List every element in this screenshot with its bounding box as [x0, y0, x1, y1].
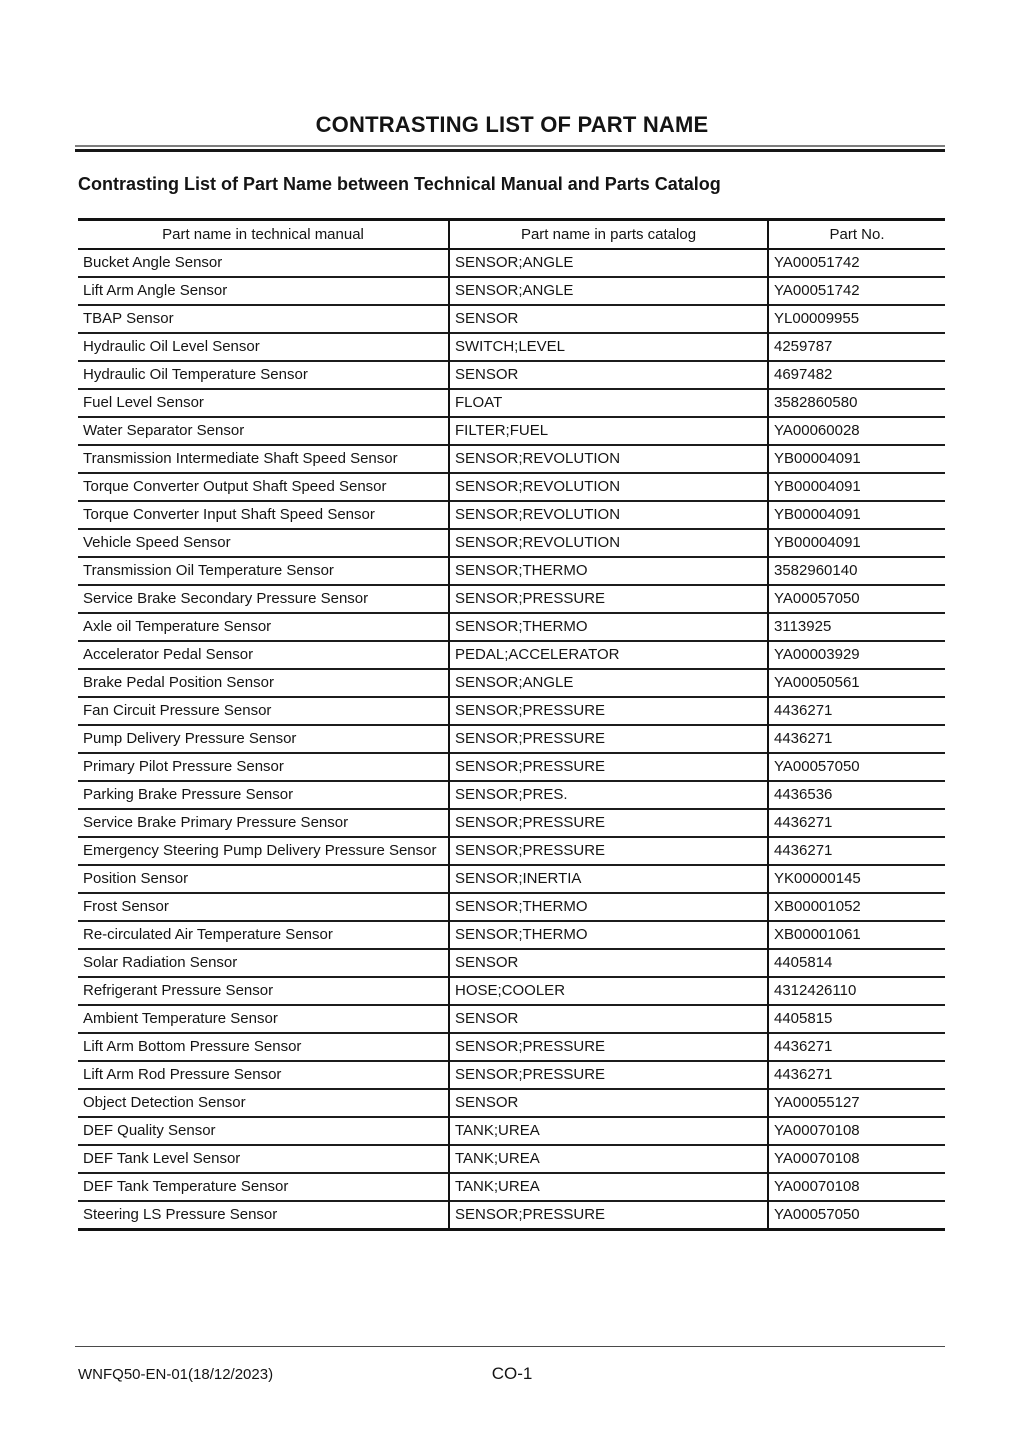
- cell-catalog-name: SENSOR;PRESSURE: [449, 585, 768, 613]
- page-title: CONTRASTING LIST OF PART NAME: [315, 112, 709, 137]
- table-row: [78, 1033, 945, 1061]
- cell-part-no: YA00070108: [768, 1173, 945, 1201]
- table-row: [78, 921, 945, 949]
- cell-part-no: YA00057050: [768, 585, 945, 613]
- cell-technical-name: Refrigerant Pressure Sensor: [78, 977, 449, 1005]
- cell-catalog-name: SENSOR;PRESSURE: [449, 725, 768, 753]
- cell-technical-name: Parking Brake Pressure Sensor: [78, 781, 449, 809]
- cell-catalog-name: SENSOR;REVOLUTION: [449, 473, 768, 501]
- cell-technical-name: TBAP Sensor: [78, 305, 449, 333]
- cell-catalog-name: SENSOR;THERMO: [449, 921, 768, 949]
- cell-catalog-name: TANK;UREA: [449, 1117, 768, 1145]
- cell-catalog-name: SENSOR;REVOLUTION: [449, 501, 768, 529]
- cell-part-no: 4436271: [768, 1033, 945, 1061]
- table-row: [78, 417, 945, 445]
- cell-part-no: YA00070108: [768, 1117, 945, 1145]
- cell-catalog-name: SENSOR;THERMO: [449, 613, 768, 641]
- cell-technical-name: Emergency Steering Pump Delivery Pressure Sensor: [78, 837, 449, 865]
- cell-catalog-name: SENSOR;PRESSURE: [449, 837, 768, 865]
- cell-technical-name: DEF Tank Level Sensor: [78, 1145, 449, 1173]
- title-divider-rule: [75, 145, 945, 152]
- cell-technical-name: Axle oil Temperature Sensor: [78, 613, 449, 641]
- cell-technical-name: Hydraulic Oil Temperature Sensor: [78, 361, 449, 389]
- cell-catalog-name: SENSOR;PRESSURE: [449, 1061, 768, 1089]
- table-row: [78, 613, 945, 641]
- table-row: [78, 809, 945, 837]
- footer-divider-rule: [75, 1346, 945, 1347]
- table-row: [78, 305, 945, 333]
- cell-part-no: XB00001052: [768, 893, 945, 921]
- cell-catalog-name: SENSOR;PRES.: [449, 781, 768, 809]
- table-row: [78, 1005, 945, 1033]
- cell-catalog-name: SENSOR;THERMO: [449, 893, 768, 921]
- cell-part-no: 4436271: [768, 809, 945, 837]
- table-row: [78, 1117, 945, 1145]
- table-row: [78, 865, 945, 893]
- cell-part-no: 3582860580: [768, 389, 945, 417]
- cell-catalog-name: PEDAL;ACCELERATOR: [449, 641, 768, 669]
- header-technical-name: Part name in technical manual: [78, 220, 449, 250]
- table-row: [78, 277, 945, 305]
- cell-part-no: 4405814: [768, 949, 945, 977]
- table-row: [78, 1089, 945, 1117]
- cell-catalog-name: SENSOR;PRESSURE: [449, 809, 768, 837]
- cell-technical-name: Position Sensor: [78, 865, 449, 893]
- cell-part-no: 4405815: [768, 1005, 945, 1033]
- cell-technical-name: DEF Quality Sensor: [78, 1117, 449, 1145]
- cell-catalog-name: TANK;UREA: [449, 1173, 768, 1201]
- cell-catalog-name: SENSOR;ANGLE: [449, 249, 768, 277]
- table-row: [78, 697, 945, 725]
- cell-part-no: YA00051742: [768, 249, 945, 277]
- cell-technical-name: Transmission Oil Temperature Sensor: [78, 557, 449, 585]
- cell-catalog-name: SENSOR;PRESSURE: [449, 1033, 768, 1061]
- table-row: [78, 361, 945, 389]
- cell-part-no: XB00001061: [768, 921, 945, 949]
- parts-table: [78, 218, 945, 1231]
- section-heading: Contrasting List of Part Name between Technical Manual and Parts Catalog: [78, 174, 721, 194]
- document-code: WNFQ50-EN-01(18/12/2023): [78, 1366, 274, 1383]
- cell-part-no: 3113925: [768, 613, 945, 641]
- cell-technical-name: Pump Delivery Pressure Sensor: [78, 725, 449, 753]
- table-row: [78, 445, 945, 473]
- cell-part-no: 4436536: [768, 781, 945, 809]
- cell-catalog-name: FLOAT: [449, 389, 768, 417]
- table-row: [78, 529, 945, 557]
- cell-technical-name: Steering LS Pressure Sensor: [78, 1201, 449, 1230]
- cell-part-no: YB00004091: [768, 473, 945, 501]
- cell-catalog-name: SENSOR;ANGLE: [449, 669, 768, 697]
- cell-technical-name: Vehicle Speed Sensor: [78, 529, 449, 557]
- cell-technical-name: Object Detection Sensor: [78, 1089, 449, 1117]
- cell-part-no: YA00055127: [768, 1089, 945, 1117]
- table-row: [78, 977, 945, 1005]
- cell-technical-name: Re-circulated Air Temperature Sensor: [78, 921, 449, 949]
- cell-technical-name: Torque Converter Output Shaft Speed Sensor: [78, 473, 449, 501]
- cell-catalog-name: HOSE;COOLER: [449, 977, 768, 1005]
- cell-part-no: YL00009955: [768, 305, 945, 333]
- page-number: CO-1: [491, 1364, 533, 1383]
- header-part-no: Part No.: [768, 220, 945, 250]
- cell-technical-name: Fuel Level Sensor: [78, 389, 449, 417]
- cell-catalog-name: FILTER;FUEL: [449, 417, 768, 445]
- cell-part-no: YA00060028: [768, 417, 945, 445]
- cell-catalog-name: SENSOR: [449, 949, 768, 977]
- cell-catalog-name: SENSOR;REVOLUTION: [449, 445, 768, 473]
- cell-technical-name: Frost Sensor: [78, 893, 449, 921]
- cell-technical-name: Lift Arm Rod Pressure Sensor: [78, 1061, 449, 1089]
- cell-part-no: YA00057050: [768, 753, 945, 781]
- cell-technical-name: Water Separator Sensor: [78, 417, 449, 445]
- table-row: [78, 837, 945, 865]
- cell-catalog-name: SENSOR: [449, 305, 768, 333]
- cell-technical-name: Lift Arm Bottom Pressure Sensor: [78, 1033, 449, 1061]
- table-row: [78, 893, 945, 921]
- cell-part-no: 4697482: [768, 361, 945, 389]
- table-row: [78, 753, 945, 781]
- cell-part-no: YA00070108: [768, 1145, 945, 1173]
- cell-part-no: YA00003929: [768, 641, 945, 669]
- parts-table-header-row: [78, 220, 945, 250]
- table-row: [78, 641, 945, 669]
- cell-part-no: YB00004091: [768, 501, 945, 529]
- cell-part-no: 4436271: [768, 697, 945, 725]
- cell-catalog-name: SENSOR: [449, 1005, 768, 1033]
- table-row: [78, 249, 945, 277]
- cell-technical-name: DEF Tank Temperature Sensor: [78, 1173, 449, 1201]
- cell-technical-name: Brake Pedal Position Sensor: [78, 669, 449, 697]
- cell-part-no: YA00051742: [768, 277, 945, 305]
- cell-part-no: 4259787: [768, 333, 945, 361]
- table-row: [78, 1173, 945, 1201]
- cell-catalog-name: SENSOR;REVOLUTION: [449, 529, 768, 557]
- cell-catalog-name: SENSOR;ANGLE: [449, 277, 768, 305]
- table-row: [78, 473, 945, 501]
- table-row: [78, 557, 945, 585]
- cell-catalog-name: SENSOR: [449, 361, 768, 389]
- cell-part-no: 3582960140: [768, 557, 945, 585]
- cell-part-no: YA00050561: [768, 669, 945, 697]
- cell-catalog-name: SENSOR;INERTIA: [449, 865, 768, 893]
- cell-technical-name: Lift Arm Angle Sensor: [78, 277, 449, 305]
- table-row: [78, 389, 945, 417]
- parts-table-body: [78, 249, 945, 1230]
- cell-catalog-name: SENSOR;THERMO: [449, 557, 768, 585]
- table-row: [78, 1145, 945, 1173]
- cell-part-no: 4312426110: [768, 977, 945, 1005]
- cell-technical-name: Accelerator Pedal Sensor: [78, 641, 449, 669]
- table-row: [78, 333, 945, 361]
- cell-technical-name: Solar Radiation Sensor: [78, 949, 449, 977]
- cell-technical-name: Service Brake Secondary Pressure Sensor: [78, 585, 449, 613]
- table-row: [78, 1201, 945, 1230]
- cell-part-no: 4436271: [768, 837, 945, 865]
- cell-technical-name: Primary Pilot Pressure Sensor: [78, 753, 449, 781]
- cell-part-no: YA00057050: [768, 1201, 945, 1230]
- cell-part-no: 4436271: [768, 725, 945, 753]
- cell-catalog-name: SENSOR;PRESSURE: [449, 753, 768, 781]
- cell-catalog-name: SENSOR;PRESSURE: [449, 697, 768, 725]
- cell-catalog-name: SWITCH;LEVEL: [449, 333, 768, 361]
- cell-part-no: YB00004091: [768, 529, 945, 557]
- cell-technical-name: Hydraulic Oil Level Sensor: [78, 333, 449, 361]
- table-row: [78, 725, 945, 753]
- cell-technical-name: Torque Converter Input Shaft Speed Sensor: [78, 501, 449, 529]
- table-row: [78, 781, 945, 809]
- table-row: [78, 949, 945, 977]
- cell-technical-name: Fan Circuit Pressure Sensor: [78, 697, 449, 725]
- table-row: [78, 1061, 945, 1089]
- cell-part-no: YB00004091: [768, 445, 945, 473]
- table-row: [78, 585, 945, 613]
- header-catalog-name: Part name in parts catalog: [449, 220, 768, 250]
- cell-part-no: YK00000145: [768, 865, 945, 893]
- cell-technical-name: Transmission Intermediate Shaft Speed Sensor: [78, 445, 449, 473]
- cell-catalog-name: SENSOR;PRESSURE: [449, 1201, 768, 1230]
- cell-technical-name: Service Brake Primary Pressure Sensor: [78, 809, 449, 837]
- cell-catalog-name: SENSOR: [449, 1089, 768, 1117]
- cell-catalog-name: TANK;UREA: [449, 1145, 768, 1173]
- table-row: [78, 501, 945, 529]
- cell-technical-name: Ambient Temperature Sensor: [78, 1005, 449, 1033]
- cell-technical-name: Bucket Angle Sensor: [83, 254, 223, 271]
- table-row: [78, 669, 945, 697]
- cell-part-no: 4436271: [768, 1061, 945, 1089]
